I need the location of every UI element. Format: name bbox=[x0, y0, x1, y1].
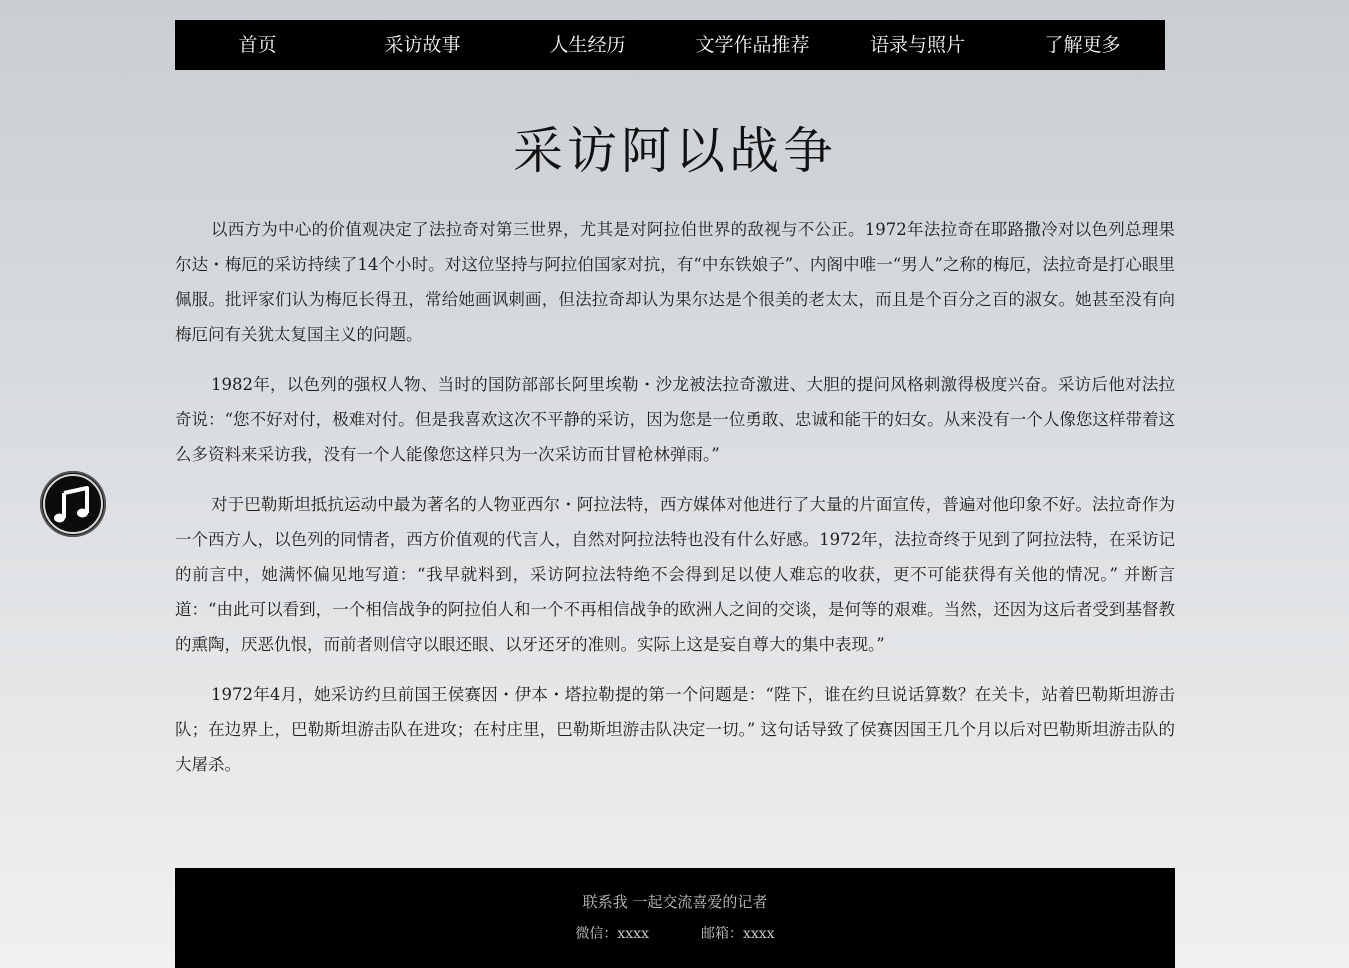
top-nav-bar bbox=[175, 20, 1165, 70]
footer-contact-text: 联系我 一起交流喜爱的记者 bbox=[582, 893, 768, 911]
article-paragraph-4: 1972年4月，她采访约旦前国王侯赛因・伊本・塔拉勒提的第一个问题是：“陛下，谁在约旦说话算数？在关卡，站着巴勒斯坦游击队；在边界上，巴勒斯坦游击队在进攻；在村庄里，巴勒斯坦游击队决定一切。” 这句话导致了侯赛因国王几个月以后对巴勒斯坦游击队的大屠杀。 bbox=[175, 685, 1175, 774]
article-paragraph-2: 1982年，以色列的强权人物、当时的国防部部长阿里埃勒・沙龙被法拉奇激进、大胆的提问风格刺激得极度兴奋。采访后他对法拉奇说：“您不好对付，极难对付。但是我喜欢这次不平静的采访，因为您是一位勇敢、忠诚和能干的妇女。从来没有一个人像您这样带着这么多资料来采访我，没有一个人能像您这样只为一次采访而甘冒枪林弹雨。” bbox=[175, 375, 1175, 464]
nav-item-life-experience[interactable]: 人生经历 bbox=[549, 34, 626, 56]
music-note-icon bbox=[40, 471, 106, 537]
page-title: 采访阿以战争 bbox=[513, 122, 837, 180]
page-footer bbox=[175, 868, 1175, 968]
nav-item-home[interactable]: 首页 bbox=[238, 34, 277, 56]
nav-item-interview-stories[interactable]: 采访故事 bbox=[384, 34, 461, 56]
article-paragraph-3: 对于巴勒斯坦抵抗运动中最为著名的人物亚西尔・阿拉法特，西方媒体对他进行了大量的片面宣传，普遍对他印象不好。法拉奇作为一个西方人，以色列的同情者，西方价值观的代言人，自然对阿拉法特也没有什么好感。1972年，法拉奇终于见到了阿拉法特，在采访记的前言中，她满怀偏见地写道：“我早就料到，采访阿拉法特绝不会得到足以使人难忘的收获，更不可能获得有关他的情况。” 并断言道：“由此可以看到，一个相信战争的阿拉伯人和一个不再相信战争的欧洲人之间的交谈，是何等的艰难。当然，还因为这后者受到基督教的熏陶，厌恶仇恨，而前者则信守以眼还眼、以牙还牙的准则。实际上这是妄自尊大的集中表现。” bbox=[175, 495, 1175, 654]
article-body bbox=[175, 212, 1175, 797]
music-toggle-button[interactable] bbox=[40, 471, 106, 537]
nav-item-quotes-photos[interactable]: 语录与照片 bbox=[869, 34, 965, 56]
footer-wechat: 微信：xxxx bbox=[575, 926, 649, 942]
footer-email: 邮箱：xxxx bbox=[701, 926, 775, 942]
article-paragraph-1: 以西方为中心的价值观决定了法拉奇对第三世界，尤其是对阿拉伯世界的敌视与不公正。1972年法拉奇在耶路撒冷对以色列总理果尔达・梅厄的采访持续了14个小时。对这位坚持与阿拉伯国家对抗，有“中东铁娘子”、内阁中唯一“男人”之称的梅厄，法拉奇是打心眼里佩服。批评家们认为梅厄长得丑，常给她画讽刺画，但法拉奇却认为果尔达是个很美的老太太，而且是个百分之百的淑女。她甚至没有向梅厄问有关犹太复国主义的问题。 bbox=[175, 220, 1175, 344]
nav-item-learn-more[interactable]: 了解更多 bbox=[1044, 34, 1121, 56]
footer-contact-details bbox=[175, 923, 1175, 943]
nav-item-literature-recommendations[interactable]: 文学作品推荐 bbox=[695, 34, 810, 56]
